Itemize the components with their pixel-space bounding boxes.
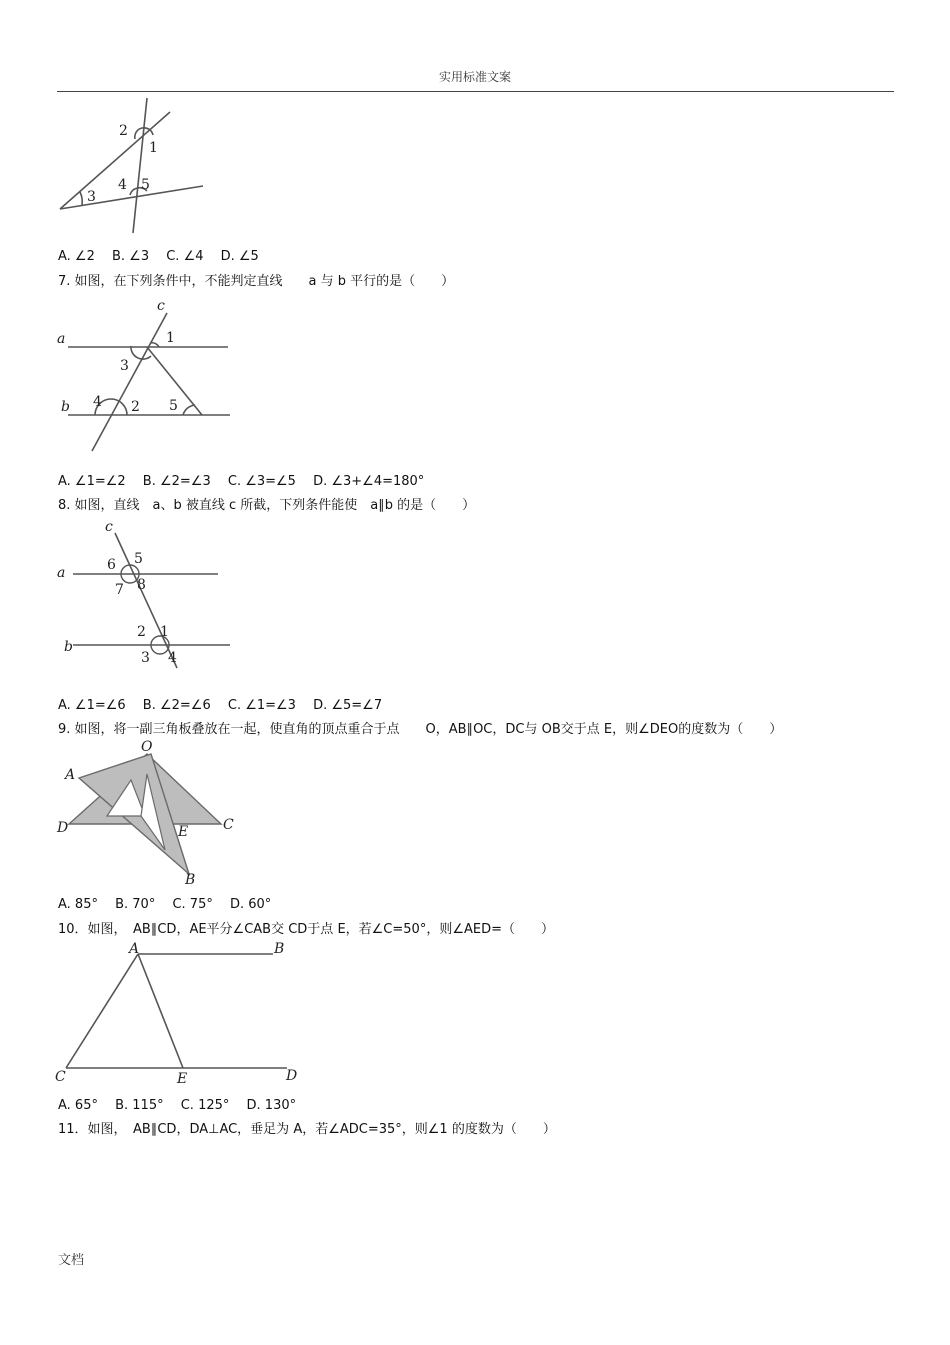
figure-q9 — [55, 738, 245, 888]
fig7-label-1: 1 — [166, 330, 175, 346]
fig9-label-B: B — [185, 872, 196, 888]
fig9-label-A: A — [65, 767, 76, 783]
q7-stem: 7. 如图，在下列条件中，不能判定直线 a 与 b 平行的是（ ） — [58, 274, 455, 289]
fig9-label-E: E — [178, 824, 189, 840]
fig6-label-5: 5 — [141, 177, 150, 193]
fig6-label-3: 3 — [87, 189, 96, 205]
fig9-label-D: D — [57, 820, 69, 836]
fig10-label-B: B — [274, 941, 285, 957]
q10-stem: 10．如图， AB∥CD，AE平分∠CAB交 CD于点 E，若∠C=50°，则∠AED=（ ） — [58, 922, 554, 937]
q11-stem: 11．如图， AB∥CD，DA⊥AC，垂足为 A，若∠ADC=35°，则∠1 的度数为（ ） — [58, 1122, 556, 1137]
fig6-label-4: 4 — [118, 177, 127, 193]
figure-q7 — [55, 298, 235, 458]
fig6-label-2: 2 — [119, 123, 128, 139]
fig8-label-3: 3 — [141, 650, 150, 666]
fig10-label-E: E — [177, 1071, 188, 1087]
fig8-label-c: c — [105, 519, 113, 535]
fig9-label-O: O — [141, 739, 153, 755]
fig6-label-1: 1 — [149, 140, 158, 156]
q7-options: A. ∠1=∠2 B. ∠2=∠3 C. ∠3=∠5 D. ∠3+∠4=180° — [58, 474, 425, 489]
page-footer: 文档 — [58, 1253, 85, 1268]
fig8-label-b: b — [64, 639, 73, 655]
fig8-label-6: 6 — [107, 557, 116, 573]
figure-q8 — [55, 518, 235, 668]
q8-options: A. ∠1=∠6 B. ∠2=∠6 C. ∠1=∠3 D. ∠5=∠7 — [58, 698, 383, 713]
q8-stem: 8. 如图，直线 a、b 被直线 c 所截，下列条件能使 a∥b 的是（ ） — [58, 498, 476, 513]
fig10-label-C: C — [55, 1069, 66, 1085]
fig8-label-8: 8 — [137, 577, 146, 593]
fig7-label-c: c — [157, 298, 165, 314]
fig7-label-4: 4 — [93, 394, 102, 410]
q9-stem: 9. 如图，将一副三角板叠放在一起，使直角的顶点重合于点 O，AB∥OC，DC与 OB交于点 E，则∠DEO的度数为（ ） — [58, 722, 783, 737]
figure-q6 — [55, 95, 215, 240]
fig7-label-5: 5 — [169, 398, 178, 414]
fig7-label-2: 2 — [131, 399, 140, 415]
fig10-label-A: A — [129, 941, 140, 957]
page-header: 实用标准文案 — [438, 70, 511, 84]
fig8-label-2: 2 — [137, 624, 146, 640]
fig8-label-4: 4 — [168, 650, 177, 666]
fig8-label-1: 1 — [160, 624, 169, 640]
q10-options: A. 65° B. 115° C. 125° D. 130° — [58, 1098, 297, 1113]
figure-q10 — [55, 938, 310, 1088]
fig9-label-C: C — [223, 817, 234, 833]
fig7-label-a: a — [57, 331, 66, 347]
header-divider — [57, 91, 894, 92]
fig8-label-7: 7 — [115, 582, 124, 598]
fig7-label-b: b — [61, 399, 70, 415]
fig8-label-a: a — [57, 565, 66, 581]
fig7-label-3: 3 — [120, 358, 129, 374]
q6-options: A. ∠2 B. ∠3 C. ∠4 D. ∠5 — [58, 249, 259, 264]
fig8-label-5: 5 — [134, 551, 143, 567]
q9-options: A. 85° B. 70° C. 75° D. 60° — [58, 897, 272, 912]
fig10-label-D: D — [286, 1068, 298, 1084]
